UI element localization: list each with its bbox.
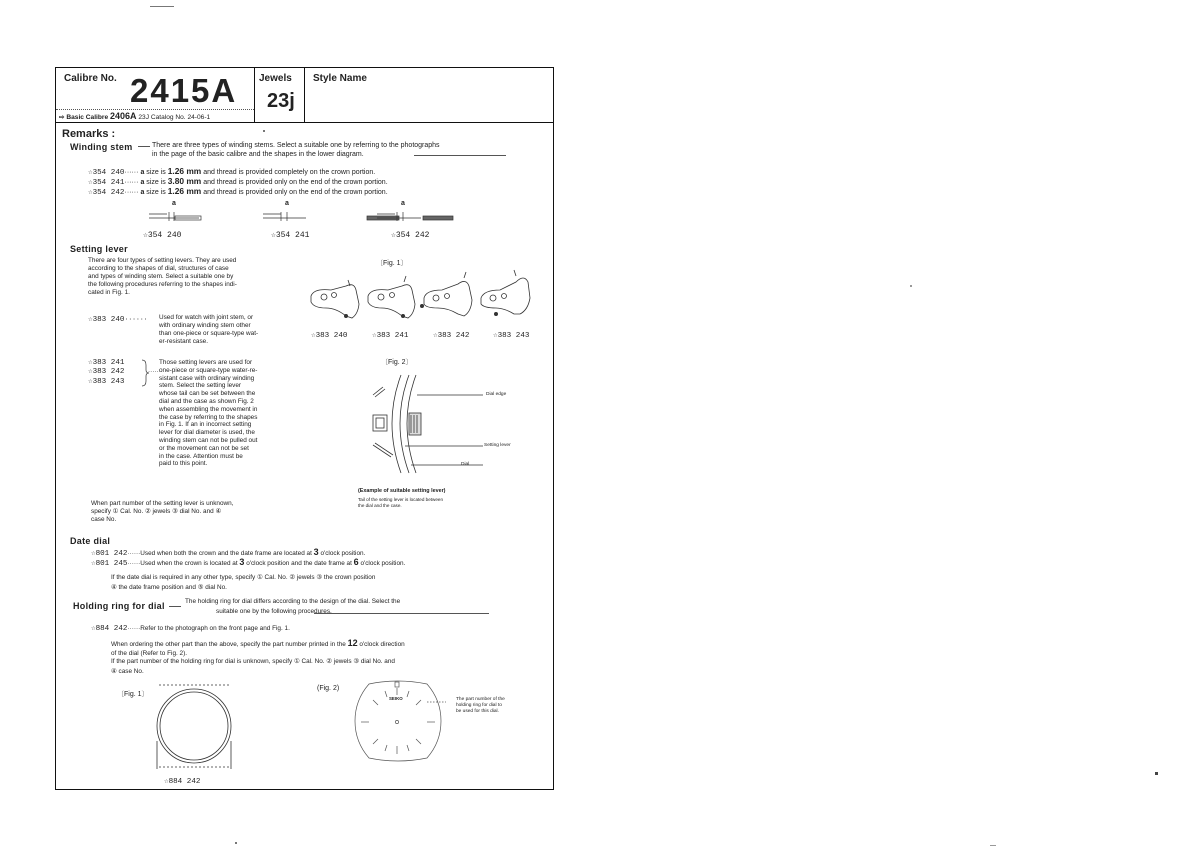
leader-dots: ······ bbox=[148, 368, 161, 375]
holding-ring-fig1-part: ☆884 242 bbox=[164, 778, 201, 786]
fig1-part: ☆383 242 bbox=[433, 332, 470, 340]
dim-letter: a bbox=[401, 200, 405, 207]
leader-dash bbox=[169, 606, 181, 607]
scan-artifact bbox=[235, 842, 237, 844]
basic-calibre-line bbox=[59, 111, 210, 121]
winding-stem-label: ☆354 242 bbox=[391, 231, 430, 240]
holding-ring-text-2: suitable one by the following procedures. bbox=[216, 608, 332, 615]
header-box bbox=[56, 68, 553, 123]
holding-ring-order-4: ④ case No. bbox=[111, 668, 144, 675]
style-name-label: Style Name bbox=[313, 73, 367, 84]
setting-lever-fig2 bbox=[361, 373, 551, 483]
holding-ring-row: ☆884 242······Refer to the photograph on the front page and Fig. 1. bbox=[91, 625, 290, 633]
callout-dial-edge: Dial edge bbox=[486, 392, 507, 397]
winding-stem-rows bbox=[88, 167, 388, 197]
fig1-part: ☆383 240 bbox=[311, 332, 348, 340]
setting-lever-intro: There are four types of setting levers. They are used according to the shapes of dial, structures of case and types of winding stem. Select a suitable one by the following procedures referring to the shapes indi- cated in Fig. 1. bbox=[88, 257, 237, 296]
setting-lever-unknown-text: When part number of the setting lever is unknown, specify ① Cal. No. ② jewels ③ dial No. and ④ case No. bbox=[91, 500, 234, 523]
date-dial-row: ☆801 242······Used when both the crown and the date frame are located at 3 o'clock position. bbox=[91, 547, 366, 558]
leader-dash bbox=[138, 146, 150, 147]
winding-stem-row: ☆354 240······ a size is 1.26 mm and thread is provided completely on the crown portion. bbox=[88, 166, 376, 177]
setting-lever-title: Setting lever bbox=[70, 244, 128, 254]
basic-calibre-number: 2406A bbox=[109, 111, 137, 121]
holding-ring-fig1-label: 〔Fig. 1〕 bbox=[117, 691, 149, 698]
date-dial-other-1: If the date dial is required in any other type, specify ① Cal. No. ② jewels ③ the crown position bbox=[111, 574, 376, 581]
holding-ring-fig2-callout: The part number of the holding ring for dial to be used for this dial. bbox=[456, 697, 505, 714]
setting-lever-item1-text: Used for watch with joint stem, or with ordinary winding stem other than one-piece or square-type wat- er-resistant case. bbox=[159, 314, 259, 345]
remarks-title: Remarks : bbox=[62, 128, 116, 140]
holding-ring-title: Holding ring for dial bbox=[73, 601, 165, 611]
calibre-number: 2415A bbox=[130, 72, 238, 109]
basic-calibre-info: 23J Catalog No. 24-06-1 bbox=[138, 114, 211, 121]
scan-artifact bbox=[910, 285, 912, 287]
winding-stem-label: ☆354 241 bbox=[271, 231, 310, 240]
scan-artifact bbox=[263, 130, 265, 132]
holding-ring-fig1 bbox=[149, 681, 239, 771]
fig1-part: ☆383 243 bbox=[493, 332, 530, 340]
callout-setting-lever: Setting lever bbox=[484, 443, 511, 448]
winding-stem-text-1: There are three types of winding stems. Select a suitable one by referring to the photographs bbox=[152, 142, 440, 149]
jewels-value: 23j bbox=[267, 90, 295, 112]
basic-calibre-prefix: ⇨ Basic Calibre bbox=[59, 114, 109, 121]
spec-sheet bbox=[55, 67, 554, 790]
dial-brand: SEIKO bbox=[389, 696, 403, 701]
holding-ring-fig2-label: (Fig. 2) bbox=[317, 685, 340, 692]
winding-stem-row: ☆354 242······ a size is 1.26 mm and thread is provided only on the end of the crown portion. bbox=[88, 186, 388, 197]
leader-dash bbox=[314, 613, 489, 614]
fig2-caption-title: (Example of suitable setting lever) bbox=[358, 488, 446, 494]
setting-lever-part: ☆383 240······ bbox=[88, 316, 148, 324]
callout-dial: Dial bbox=[461, 462, 470, 467]
header-divider bbox=[254, 68, 255, 122]
fig2-caption-text: Tail of the setting lever is located between the dial and the case. bbox=[358, 497, 444, 509]
holding-ring-order-3: If the part number of the holding ring for dial is unknown, specify ① Cal. No. ② jewels ③ dial No. and bbox=[111, 658, 395, 665]
header-divider bbox=[304, 68, 305, 122]
leader-dash bbox=[414, 155, 506, 156]
setting-lever-group-parts: ☆383 241 ☆383 242 ☆383 243 bbox=[88, 359, 125, 386]
winding-stem-label: ☆354 240 bbox=[143, 231, 182, 240]
winding-stem-title: Winding stem bbox=[70, 142, 133, 152]
scan-artifact bbox=[150, 6, 174, 7]
fig1-part: ☆383 241 bbox=[372, 332, 409, 340]
date-dial-other-2: ④ the date frame position and ⑤ dial No. bbox=[111, 584, 227, 591]
date-dial-title: Date dial bbox=[70, 536, 111, 546]
jewels-label: Jewels bbox=[259, 73, 292, 84]
header-dotted-rule bbox=[56, 109, 254, 110]
holding-ring-text-1: The holding ring for dial differs according to the design of the dial. Select the bbox=[185, 598, 401, 605]
scan-artifact bbox=[990, 845, 996, 846]
holding-ring-order-1: When ordering the other part than the above, specify the part number printed in the 12 o'clock direction bbox=[111, 638, 405, 648]
date-dial-row: ☆801 245······Used when the crown is located at 3 o'clock position and the date frame at 6 o'clock position. bbox=[91, 557, 406, 568]
winding-stem-row: ☆354 241······ a size is 3.80 mm and thread is provided only on the end of the crown portion. bbox=[88, 176, 388, 187]
fig2-label: 〔Fig. 2〕 bbox=[381, 359, 413, 366]
holding-ring-order-2: of the dial (Refer to Fig. 2). bbox=[111, 650, 188, 657]
holding-ring-fig2-dial bbox=[351, 680, 446, 762]
dim-letter: a bbox=[172, 200, 176, 207]
scan-artifact bbox=[1155, 772, 1158, 775]
winding-stem-text-2: in the page of the basic calibre and the shapes in the lower diagram. bbox=[152, 151, 364, 158]
calibre-label: Calibre No. bbox=[64, 73, 117, 84]
setting-lever-fig1 bbox=[306, 268, 556, 330]
dim-letter: a bbox=[285, 200, 289, 207]
winding-stem-diagrams bbox=[141, 208, 511, 224]
fig1-label: 〔Fig. 1〕 bbox=[376, 260, 408, 267]
setting-lever-group-text: Those setting levers are used for one-piece or square-type water-re- sistant case with ordinary winding stem. Select the setting lever whose tail can be set between the dial and the case as shown Fig. 2 when assembling the movement in the case by referring to the shapes in Fig. 1. If an in incorrect setting lever for dial diameter is used, the winding stem can not be pulled out or the movement can not be set in the case. Attention must be paid to this point. bbox=[159, 359, 258, 468]
